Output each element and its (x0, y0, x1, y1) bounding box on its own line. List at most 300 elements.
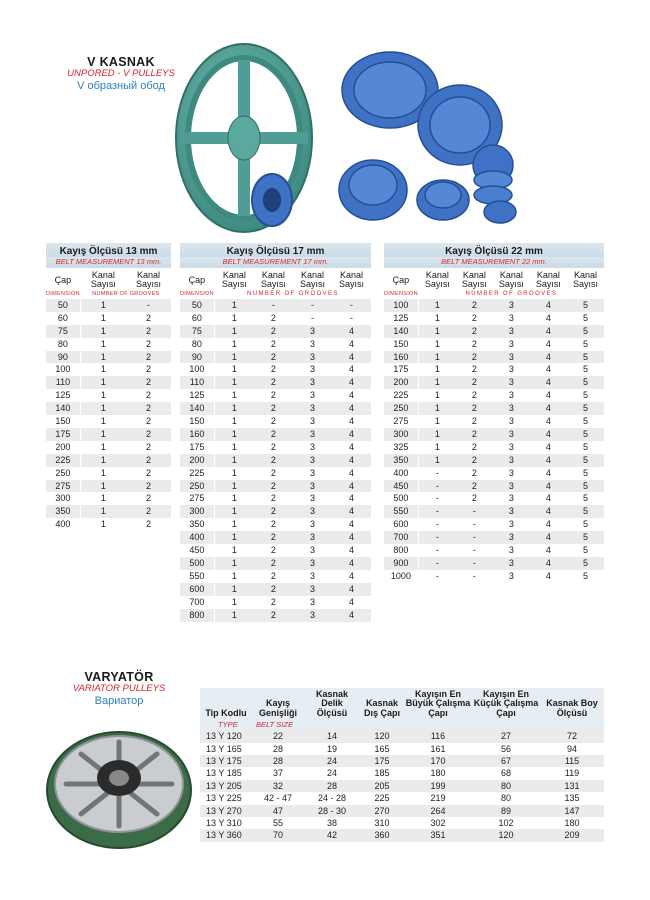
cell-value: 4 (530, 518, 567, 531)
table22-col-cap: Çap (384, 268, 418, 291)
cell-value: 2 (254, 467, 293, 480)
cell-dimension: 600 (180, 583, 214, 596)
cell-dimension: 100 (46, 363, 80, 376)
cell-value: 4 (332, 544, 371, 557)
cell-value: 67 (472, 755, 540, 767)
table17-dim-label: DIMENSION (180, 290, 214, 297)
cell-dimension: 125 (180, 389, 214, 402)
variator-col-max-dia: Kayışın En Büyük Çalışma Çapı (404, 688, 472, 720)
table-row (180, 299, 371, 312)
table-row (384, 338, 604, 351)
cell-value: 24 - 28 (304, 792, 360, 804)
table-row (46, 492, 171, 505)
cell-value: 2 (254, 351, 293, 364)
cell-dimension: 13 Y 225 (200, 792, 252, 804)
cell-value: 5 (567, 415, 604, 428)
cell-value: 1 (214, 492, 254, 505)
cell-value: 2 (126, 428, 171, 441)
table13-title: Kayış Ölçüsü 13 mm (59, 246, 158, 257)
table-row (180, 351, 371, 364)
cell-value: 4 (332, 583, 371, 596)
cell-value: 2 (126, 402, 171, 415)
cell-value: 3 (293, 518, 332, 531)
cell-value: 4 (332, 325, 371, 338)
cell-value: 4 (530, 544, 567, 557)
cell-value: 3 (293, 467, 332, 480)
cell-value: 80 (472, 780, 540, 792)
cell-value: 199 (404, 780, 472, 792)
cell-value: 2 (254, 441, 293, 454)
table-row (384, 428, 604, 441)
cell-value: 5 (567, 557, 604, 570)
cell-value: 2 (456, 363, 493, 376)
cell-value: 4 (332, 351, 371, 364)
table22-col-kanal: Kanal Sayısı (572, 270, 598, 290)
table-row (180, 325, 371, 338)
cell-value: 4 (332, 596, 371, 609)
cell-value: 1 (80, 428, 126, 441)
cell-value: 2 (254, 570, 293, 583)
cell-value: 24 (304, 767, 360, 779)
cell-value: 3 (493, 428, 530, 441)
cell-value: 5 (567, 505, 604, 518)
table-row (200, 767, 604, 779)
cell-value: 5 (567, 518, 604, 531)
cell-value: 4 (332, 492, 371, 505)
cell-value: 2 (456, 492, 493, 505)
cell-value: 3 (293, 505, 332, 518)
cell-value: - (332, 299, 371, 312)
cell-dimension: 275 (180, 492, 214, 505)
cell-dimension: 300 (180, 505, 214, 518)
cell-value: 2 (456, 415, 493, 428)
cell-value: 3 (493, 338, 530, 351)
cell-value: 3 (293, 428, 332, 441)
cell-dimension: 1000 (384, 570, 418, 583)
cell-value: 1 (214, 428, 254, 441)
cell-dimension: 600 (384, 518, 418, 531)
cell-value: 180 (540, 817, 604, 829)
cell-dimension: 50 (180, 299, 214, 312)
cell-value: 5 (567, 312, 604, 325)
cell-value: 180 (404, 767, 472, 779)
cell-value: 5 (567, 299, 604, 312)
table-row (46, 454, 171, 467)
cell-value: - (418, 467, 456, 480)
cell-value: 5 (567, 389, 604, 402)
cell-dimension: 300 (384, 428, 418, 441)
variator-col-tip: Tip Kodlu (200, 688, 252, 720)
cell-value: - (456, 518, 493, 531)
cell-value: 2 (126, 441, 171, 454)
table17-col-kanal: Kanal Sayısı (338, 270, 364, 290)
cell-value: 2 (254, 363, 293, 376)
table13-col-cap: Çap (46, 268, 80, 291)
cell-value: 1 (214, 505, 254, 518)
cell-dimension: 275 (384, 415, 418, 428)
table-row (200, 817, 604, 829)
cell-dimension: 100 (384, 299, 418, 312)
cell-value: 351 (404, 829, 472, 841)
cell-value: 3 (293, 544, 332, 557)
table-row (384, 544, 604, 557)
table-row (384, 415, 604, 428)
cell-dimension: 160 (180, 428, 214, 441)
cell-value: 1 (214, 389, 254, 402)
cell-value: - (332, 312, 371, 325)
variator-col-min-dia: Kayışın En Küçük Çalışma Çapı (472, 688, 540, 720)
cell-value: 28 (252, 743, 304, 755)
cell-value: 5 (567, 351, 604, 364)
table-row (180, 389, 371, 402)
cell-value: 4 (530, 505, 567, 518)
cell-value: 1 (418, 338, 456, 351)
cell-value: - (293, 312, 332, 325)
table-row (180, 609, 371, 622)
cell-value: 3 (293, 415, 332, 428)
cell-value: 1 (418, 389, 456, 402)
table-row (384, 363, 604, 376)
cell-dimension: 200 (180, 454, 214, 467)
cell-dimension: 225 (46, 454, 80, 467)
vkasnak-subtitle-ru: V образный обод (77, 80, 165, 93)
table-row (46, 480, 171, 493)
cell-value: 5 (567, 454, 604, 467)
cell-dimension: 150 (180, 415, 214, 428)
cell-value: - (293, 299, 332, 312)
cell-value: 2 (456, 467, 493, 480)
cell-value: - (418, 570, 456, 583)
cell-dimension: 250 (180, 480, 214, 493)
cell-value: 4 (530, 570, 567, 583)
cell-value: 3 (293, 325, 332, 338)
cell-value: 3 (493, 415, 530, 428)
table-row (180, 557, 371, 570)
cell-value: 119 (540, 767, 604, 779)
cell-value: - (418, 544, 456, 557)
cell-value: 2 (126, 480, 171, 493)
cell-value: 4 (530, 557, 567, 570)
cell-value: 2 (456, 299, 493, 312)
cell-value: 2 (126, 325, 171, 338)
cell-value: 3 (293, 389, 332, 402)
cell-dimension: 100 (180, 363, 214, 376)
cell-value: 1 (214, 402, 254, 415)
cell-value: 5 (567, 338, 604, 351)
cell-dimension: 350 (180, 518, 214, 531)
cell-value: 32 (252, 780, 304, 792)
cell-value: 4 (530, 480, 567, 493)
variator-pulley-image (44, 728, 194, 853)
table-row (46, 467, 171, 480)
cell-value: 2 (456, 338, 493, 351)
cell-value: 2 (126, 338, 171, 351)
cell-dimension: 200 (46, 441, 80, 454)
cell-value: 4 (332, 609, 371, 622)
cell-value: 170 (404, 755, 472, 767)
cell-dimension: 13 Y 165 (200, 743, 252, 755)
cell-value: 2 (254, 454, 293, 467)
cell-value: 4 (530, 351, 567, 364)
cell-value: 3 (293, 454, 332, 467)
cell-dimension: 225 (384, 389, 418, 402)
cell-value: 2 (456, 312, 493, 325)
cell-value: 2 (456, 351, 493, 364)
cell-value: - (456, 557, 493, 570)
vkasnak-title: V KASNAK (87, 55, 155, 69)
cell-value: 3 (293, 596, 332, 609)
cell-value: 4 (530, 467, 567, 480)
cell-value: 270 (360, 805, 404, 817)
cell-dimension: 350 (46, 505, 80, 518)
cell-value: 1 (80, 505, 126, 518)
table-row (180, 570, 371, 583)
cell-value: 3 (293, 402, 332, 415)
cell-value: 1 (214, 299, 254, 312)
cell-value: 3 (293, 441, 332, 454)
cell-value: 2 (254, 389, 293, 402)
cell-value: 3 (293, 583, 332, 596)
cell-value: 4 (530, 454, 567, 467)
cell-dimension: 160 (384, 351, 418, 364)
green-pulley-image (172, 40, 322, 240)
cell-value: 185 (360, 767, 404, 779)
cell-value: 4 (530, 428, 567, 441)
varyator-subtitle-en: VARIATOR PULLEYS (72, 683, 166, 695)
cell-value: 4 (332, 338, 371, 351)
cell-value: 1 (80, 467, 126, 480)
cell-value: 4 (332, 428, 371, 441)
cell-value: 1 (214, 454, 254, 467)
cell-value: 22 (252, 730, 304, 742)
cell-value: 4 (530, 389, 567, 402)
cell-value: 131 (540, 780, 604, 792)
cell-dimension: 900 (384, 557, 418, 570)
cell-dimension: 110 (180, 376, 214, 389)
cell-value: 4 (332, 531, 371, 544)
cell-value: 2 (456, 454, 493, 467)
table-row (180, 596, 371, 609)
cell-value: 360 (360, 829, 404, 841)
cell-value: 1 (418, 351, 456, 364)
table-row (180, 531, 371, 544)
cell-value: 89 (472, 805, 540, 817)
cell-value: 2 (254, 609, 293, 622)
cell-value: 3 (493, 402, 530, 415)
cell-value: 1 (80, 492, 126, 505)
cell-value: 1 (418, 363, 456, 376)
cell-dimension: 275 (46, 480, 80, 493)
cell-value: 3 (293, 480, 332, 493)
cell-value: 1 (214, 557, 254, 570)
table17-subtitle: BELT MEASUREMENT 17 mm. (222, 257, 329, 266)
cell-dimension: 150 (46, 415, 80, 428)
cell-dimension: 50 (46, 299, 80, 312)
cell-value: 1 (80, 389, 126, 402)
variator-table (200, 688, 604, 842)
cell-dimension: 13 Y 175 (200, 755, 252, 767)
cell-value: 2 (456, 325, 493, 338)
cell-value: 55 (252, 817, 304, 829)
table-row (180, 505, 371, 518)
cell-dimension: 350 (384, 454, 418, 467)
cell-value: 3 (493, 454, 530, 467)
table17-col-kanal: Kanal Sayısı (299, 270, 325, 290)
cell-dimension: 500 (384, 492, 418, 505)
cell-dimension: 90 (46, 351, 80, 364)
cell-dimension: 300 (46, 492, 80, 505)
cell-dimension: 13 Y 310 (200, 817, 252, 829)
table-row (180, 338, 371, 351)
cell-value: 24 (304, 755, 360, 767)
cell-value: 1 (214, 325, 254, 338)
cell-dimension: 75 (46, 325, 80, 338)
cell-value: 1 (418, 325, 456, 338)
cell-value: 4 (530, 363, 567, 376)
cell-value: 1 (214, 518, 254, 531)
cell-value: 2 (254, 338, 293, 351)
table-row (46, 428, 171, 441)
cell-dimension: 175 (384, 363, 418, 376)
cell-value: 1 (80, 299, 126, 312)
cell-value: 4 (530, 312, 567, 325)
cell-value: 1 (80, 351, 126, 364)
cell-value: 2 (254, 531, 293, 544)
cell-value: 2 (254, 325, 293, 338)
blue-pulleys-image (335, 40, 550, 225)
table-row (200, 755, 604, 767)
cell-value: 1 (418, 376, 456, 389)
cell-value: 4 (332, 505, 371, 518)
cell-value: 3 (493, 441, 530, 454)
cell-dimension: 250 (384, 402, 418, 415)
cell-dimension: 140 (46, 402, 80, 415)
cell-value: 147 (540, 805, 604, 817)
cell-value: 1 (214, 583, 254, 596)
cell-value: 1 (80, 441, 126, 454)
cell-value: 1 (214, 376, 254, 389)
cell-value: 3 (493, 312, 530, 325)
table-22mm (384, 243, 604, 583)
table-row (384, 402, 604, 415)
table13-subtitle: BELT MEASUREMENT 13 mm. (55, 257, 162, 266)
cell-value: 1 (418, 441, 456, 454)
cell-value: 3 (293, 363, 332, 376)
cell-value: 4 (332, 389, 371, 402)
cell-value: 115 (540, 755, 604, 767)
cell-value: 5 (567, 402, 604, 415)
variator-belt-size-label: BELT SIZE (252, 720, 304, 730)
cell-value: - (418, 505, 456, 518)
cell-value: 5 (567, 363, 604, 376)
cell-value: 5 (567, 467, 604, 480)
table-row (46, 518, 171, 531)
cell-value: 165 (360, 743, 404, 755)
cell-value: 2 (126, 415, 171, 428)
cell-dimension: 60 (180, 312, 214, 325)
cell-dimension: 90 (180, 351, 214, 364)
cell-value: 2 (126, 389, 171, 402)
cell-value: 264 (404, 805, 472, 817)
table-row (46, 376, 171, 389)
table-row (180, 544, 371, 557)
cell-value: 2 (456, 389, 493, 402)
cell-value: 2 (126, 505, 171, 518)
table13-col-kanal: Kanal Sayısı (135, 270, 161, 290)
cell-value: 120 (472, 829, 540, 841)
cell-dimension: 700 (384, 531, 418, 544)
cell-value: 4 (530, 338, 567, 351)
table-row (384, 467, 604, 480)
cell-value: 5 (567, 325, 604, 338)
table-row (46, 312, 171, 325)
cell-value: 5 (567, 441, 604, 454)
cell-dimension: 140 (180, 402, 214, 415)
cell-value: 3 (493, 531, 530, 544)
cell-value: 1 (214, 609, 254, 622)
cell-value: 56 (472, 743, 540, 755)
table-13mm (46, 243, 171, 531)
cell-dimension: 400 (46, 518, 80, 531)
cell-value: 1 (214, 338, 254, 351)
table22-dim-label: DIMENSION (384, 290, 418, 297)
table-row (384, 570, 604, 583)
cell-value: - (418, 557, 456, 570)
cell-value: 2 (456, 480, 493, 493)
table-row (384, 376, 604, 389)
cell-dimension: 550 (180, 570, 214, 583)
cell-value: 2 (254, 544, 293, 557)
table-row (180, 312, 371, 325)
vkasnak-subtitle-en: UNPORED - V PULLEYS (67, 68, 175, 80)
cell-value: 1 (418, 312, 456, 325)
cell-value: 1 (214, 480, 254, 493)
cell-value: 1 (214, 544, 254, 557)
table-row (46, 505, 171, 518)
cell-value: 120 (360, 730, 404, 742)
cell-value: 3 (293, 376, 332, 389)
cell-value: 2 (254, 492, 293, 505)
cell-value: 2 (456, 376, 493, 389)
cell-value: 4 (530, 492, 567, 505)
cell-value: 4 (332, 376, 371, 389)
table17-grooves-label: NUMBER OF GROOVES (247, 290, 339, 297)
cell-value: 4 (332, 441, 371, 454)
table-row (200, 805, 604, 817)
cell-value: - (418, 518, 456, 531)
cell-value: - (456, 570, 493, 583)
cell-value: 209 (540, 829, 604, 841)
cell-dimension: 175 (46, 428, 80, 441)
cell-value: 70 (252, 829, 304, 841)
cell-value: 3 (493, 480, 530, 493)
cell-value: 4 (332, 415, 371, 428)
cell-value: 225 (360, 792, 404, 804)
cell-value: 28 (252, 755, 304, 767)
table17-title: Kayış Ölçüsü 17 mm (226, 246, 325, 257)
cell-value: 135 (540, 792, 604, 804)
cell-value: 302 (404, 817, 472, 829)
cell-value: 37 (252, 767, 304, 779)
cell-value: 3 (493, 351, 530, 364)
cell-value: 4 (530, 299, 567, 312)
cell-value: 1 (214, 363, 254, 376)
cell-value: 310 (360, 817, 404, 829)
table-row (200, 780, 604, 792)
cell-value: - (456, 544, 493, 557)
cell-value: 1 (418, 428, 456, 441)
table-row (46, 389, 171, 402)
